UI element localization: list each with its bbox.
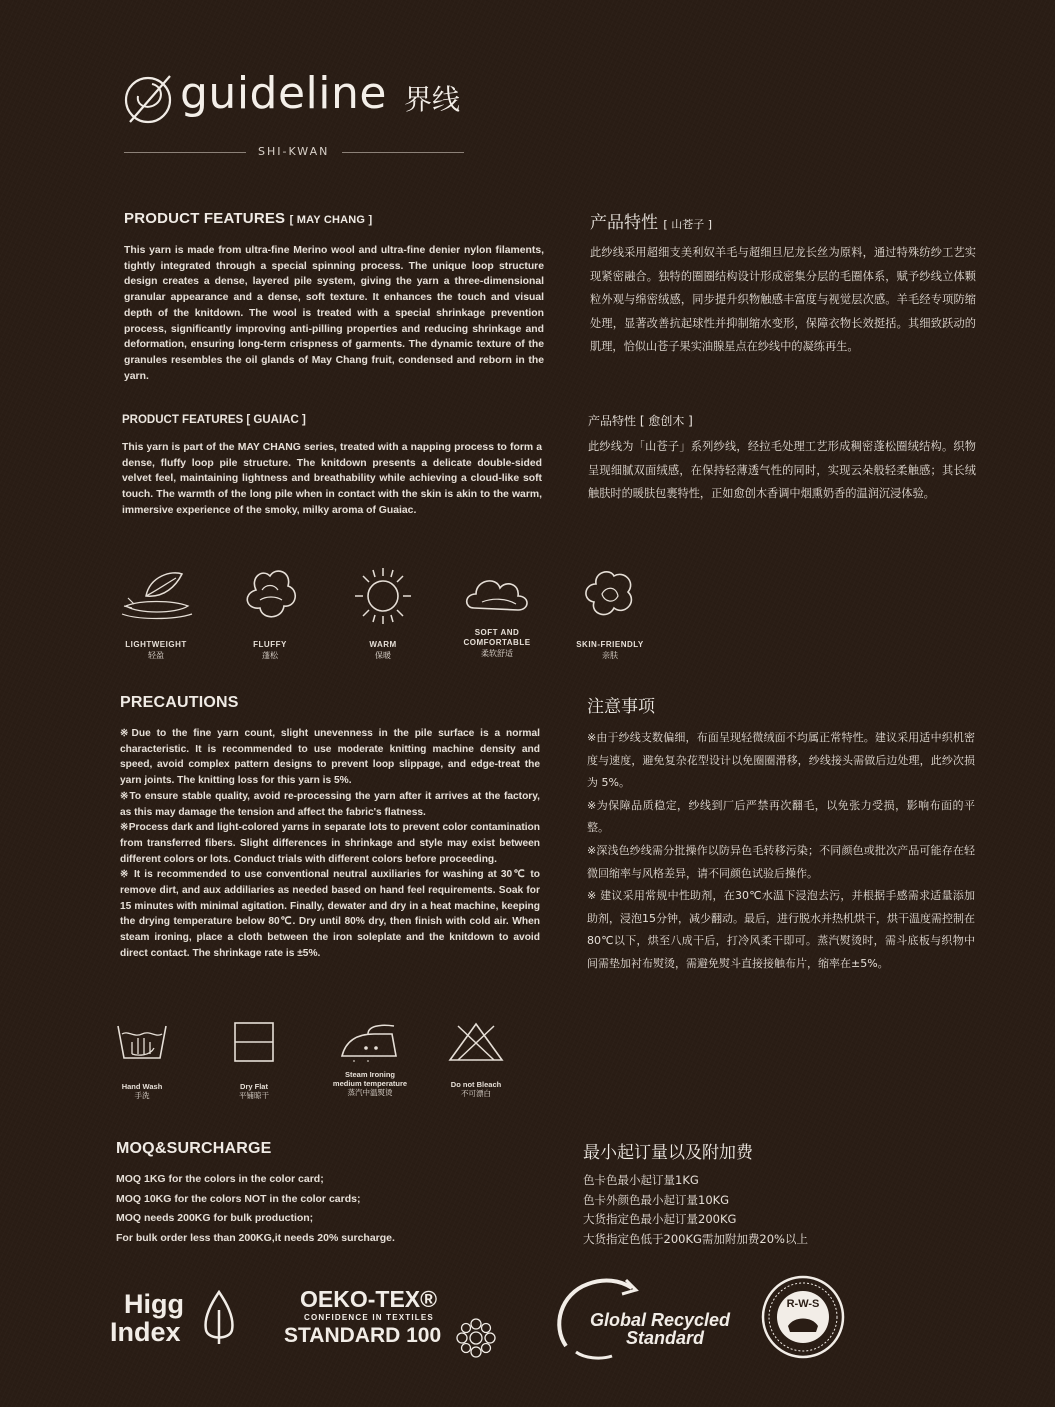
global-recycled-standard-logo: Global Recycled Standard bbox=[552, 1276, 738, 1360]
hand-wash-icon bbox=[114, 1020, 170, 1062]
oeko-flower-icon bbox=[454, 1316, 498, 1360]
feature-fluffy: FLUFFY 蓬松 bbox=[222, 564, 318, 661]
feature-skin-friendly: SKIN-FRIENDLY 亲肤 bbox=[562, 566, 658, 661]
moq-item: 大货指定色低于200KG需加附加费20%以上 bbox=[583, 1231, 808, 1246]
moq-item: MOQ 1KG for the colors in the color card; bbox=[116, 1173, 324, 1185]
precautions-list bbox=[120, 726, 540, 962]
cloud-icon bbox=[462, 570, 532, 618]
leaf-drop-icon bbox=[202, 1290, 236, 1348]
moq-item: 大货指定色最小起订量200KG bbox=[583, 1212, 737, 1226]
care-no-bleach: Do not Bleach 不可漂白 bbox=[428, 1022, 524, 1099]
precautions-list bbox=[587, 727, 975, 976]
tagline: SHI-KWAN bbox=[258, 145, 330, 158]
guideline-logo-mark-icon bbox=[122, 70, 176, 130]
section-body: 此纱线采用超细支美利奴羊毛与超细旦尼龙长丝为原料，通过特殊纺纱工艺实现紧密融合。独特的圈圈结构设计形成密集分层的毛圈体系，赋予纱线立体颗粒外观与绵密绒感，同步提升织物触感丰富度与视觉层次感。羊毛经专项防缩处理，显著改善抗起球性并抑制缩水变形，保障衣物长效挺括。其细致跃动的肌理，恰似山苍子果实油腺星点在纱线中的凝练再生。 bbox=[590, 246, 976, 353]
moq-item: MOQ 10KG for the colors NOT in the color cards; bbox=[116, 1192, 361, 1205]
section-title: PRODUCT FEATURES [ MAY CHANG ] bbox=[124, 210, 373, 227]
care-hand-wash: Hand Wash 手洗 bbox=[94, 1020, 190, 1101]
moq-item: 色卡色最小起订量1KG bbox=[583, 1173, 699, 1187]
no-bleach-icon bbox=[448, 1022, 504, 1062]
precaution-item: ※为保障品质稳定，纱线到厂后严禁再次翻毛，以免张力受损，影响布面的平整。 bbox=[587, 798, 975, 835]
features-may-chang-cn bbox=[590, 208, 976, 359]
brand-logo bbox=[122, 66, 482, 130]
section-title: 最小起订量以及附加费 bbox=[583, 1143, 753, 1163]
moq-cn bbox=[583, 1138, 983, 1249]
section-title: 产品特性 [ 愈创木 ] bbox=[588, 414, 693, 428]
section-title: 注意事项 bbox=[587, 697, 655, 717]
precaution-item: ※To ensure stable quality, avoid re-processing the yarn after it arrives at the factory, as this may damage the tension and affect the fabric's flatness. bbox=[120, 790, 540, 818]
feather-icon bbox=[116, 566, 196, 624]
moq-item: MOQ needs 200KG for bulk production; bbox=[116, 1212, 314, 1224]
section-body: This yarn is part of the MAY CHANG series, treated with a napping process to form a dense, fluffy loop pile structure. The knitdown presents a delicate double-sided velvet feel, maintaining lightness and breathability while achieving a cloud-like soft touch. The warmth of the long pile when in contact with the skin is akin to the warm, immersive experience of the smoky, milky aroma of Guaiac. bbox=[122, 442, 542, 516]
precaution-item: ※Process dark and light-colored yarns in separate lots to prevent color contamination from transferred fibers. Slight differences in shrinkage and style may exist between different colors or lots. Conduct trials with different colors before proceeding. bbox=[120, 822, 540, 865]
features-guaiac-en bbox=[122, 414, 542, 519]
skin-icon bbox=[580, 566, 640, 624]
moq-list bbox=[583, 1171, 983, 1249]
dry-flat-icon bbox=[232, 1020, 276, 1064]
cotton-icon bbox=[238, 564, 302, 626]
brand-name-cn: 界线 bbox=[404, 83, 461, 116]
tagline-rule-left bbox=[124, 152, 246, 153]
features-may-chang-en bbox=[124, 210, 544, 384]
features-guaiac-cn bbox=[588, 412, 976, 506]
moq-en bbox=[116, 1140, 556, 1248]
tagline-rule-right bbox=[342, 152, 464, 153]
feature-soft-comfortable: SOFT AND COMFORTABLE 柔软舒适 bbox=[449, 570, 545, 659]
feature-lightweight: LIGHTWEIGHT 轻盈 bbox=[108, 566, 204, 661]
moq-item: For bulk order less than 200KG,it needs 20% surcharge. bbox=[116, 1231, 395, 1244]
care-dry-flat: Dry Flat 平铺晾干 bbox=[206, 1020, 302, 1101]
section-body: This yarn is made from ultra-fine Merino wool and ultra-fine denier nylon filaments, tightly integrated through a special spinning process. The unique loop structure design creates a dense, layered pile system, giving the yarn a three-dimensional granular appearance and a dense, soft texture. It enhances the touch and visual depth of the knitdown. The wool is treated with a special shrinkage prevention process, significantly improving anti-pilling properties and reducing shrinkage and deformation, ensuring long-term crispness of garments. The dynamic texture of the granules resembles the oil glands of May Chang fruit, condensed and reborn in the yarn. bbox=[124, 245, 544, 382]
section-title: 产品特性 [ 山苍子 ] bbox=[590, 213, 712, 233]
moq-item: 色卡外颜色最小起订量10KG bbox=[583, 1192, 730, 1207]
precaution-item: ※Due to the fine yarn count, slight unevenness in the pile surface is a normal characteristic. It is recommended to use moderate knitting machine density and speed, avoid complex pattern designs to prevent loop slippage, and edge-treat the yarn joints. The knitting loss for this yarn is 5%. bbox=[120, 728, 540, 787]
section-title: PRODUCT FEATURES [ GUAIAC ] bbox=[122, 414, 306, 426]
feature-warm: WARM 保暖 bbox=[335, 566, 431, 661]
steam-iron-icon bbox=[338, 1022, 402, 1062]
oeko-tex-logo: OEKO-TEX® CONFIDENCE IN TEXTILES STANDARD 100 bbox=[282, 1286, 502, 1358]
precautions-en bbox=[120, 694, 540, 962]
precaution-item: ※由于纱线支数偏细，布面呈现轻微绒面不均属正常特性。建议采用适中织机密度与速度，避免复杂花型设计以免圈圈滑移，纱线接头需做后边处理，此纱次损为 5%。 bbox=[587, 731, 975, 790]
precaution-item: ※ It is recommended to use conventional neutral auxiliaries for washing at 30℃ to remove dirt, and aux addiliaries as needed based on hand feel requirements. Soak for 15 minutes with minimal agitation. Finally, dewater and dry in a heat machine, keeping the drying temperature below 80℃. Dry until 80% dry, then finish with cold air. When steam ironing, place a cloth between the iron soleplate and the knitdown to avoid direct contact. The shrinkage rate is ±5%. bbox=[120, 869, 540, 959]
section-title: MOQ&SURCHARGE bbox=[116, 1140, 272, 1157]
precautions-cn bbox=[587, 692, 975, 976]
moq-list bbox=[116, 1170, 556, 1248]
section-body: 此纱线为「山苍子」系列纱线，经拉毛处理工艺形成稠密蓬松圈绒结构。织物呈现细腻双面绒感，在保持轻薄透气性的同时，实现云朵般轻柔触感；其长绒触肤时的暖肤包裹特性，正如愈创木香调中烟熏奶香的温润沉浸体验。 bbox=[588, 440, 976, 500]
rws-seal-icon bbox=[760, 1274, 846, 1360]
precaution-item: ※ 建议采用常规中性助剂，在30℃水温下浸泡去污，并根据手感需求适量添加助剂，浸泡15分钟，减少翻动。最后，进行脱水并热机烘干，烘干温度需控制在80℃以下，烘至八成干后，打冷风柔干即可。蒸汽熨烫时，需斗底板与织物中间需垫加衬布熨烫，需避免熨斗直接接触布片，缩率在±5%。 bbox=[587, 889, 975, 970]
sun-icon bbox=[351, 566, 415, 626]
brand-name: guideline bbox=[180, 68, 387, 119]
precaution-item: ※深浅色纱线需分批操作以防异色毛转移污染；不同颜色或批次产品可能存在轻微回缩率与风格差异，请不同颜色试验后操作。 bbox=[587, 843, 975, 880]
section-title: PRECAUTIONS bbox=[120, 694, 239, 711]
care-steam-iron: Steam Ironing medium temperature 蒸汽中温熨烫 bbox=[322, 1022, 418, 1098]
rws-logo: R-W-S bbox=[760, 1274, 846, 1360]
higg-index-logo: Higg Index bbox=[110, 1290, 240, 1350]
